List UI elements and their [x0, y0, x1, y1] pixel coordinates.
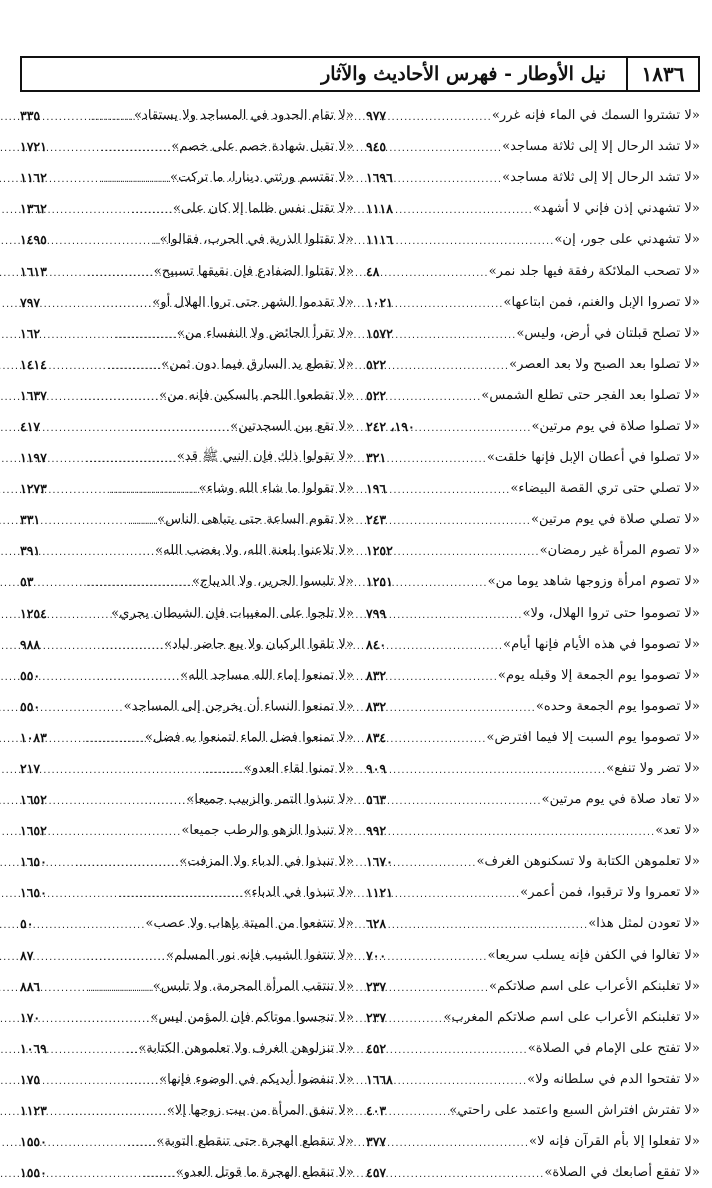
hadith-text: «لا تفتح على الإمام في الصلاة»: [527, 1040, 700, 1056]
index-entry: [20, 566, 354, 597]
hadith-text: «لا تعودن لمثل هذا»: [588, 916, 700, 932]
page-reference: ٣٣١: [20, 512, 41, 528]
hadith-text: «لا تمنعوا النساء أن يخرجن إلى المساجد»: [123, 698, 354, 714]
dot-leader: [388, 699, 536, 714]
hadith-text: «لا تصوم المرأة غير رمضان»: [539, 543, 700, 559]
index-entry: [366, 1064, 700, 1095]
index-entry: [366, 908, 700, 939]
hadith-text: «لا تنتفعوا من الميتة بإهاب ولا عصب»: [145, 916, 354, 932]
dot-leader: [388, 668, 498, 683]
hadith-text: «لا تصلوا صلاة في يوم مرتين»: [531, 418, 700, 434]
dot-leader: [395, 232, 554, 247]
hadith-text: «لا تصوموا يوم السبت إلا فيما افترض»: [486, 729, 700, 745]
hadith-text: «لا تقتل نفس ظلما إلا كان على»: [172, 201, 354, 217]
page-reference: ٣٢١: [366, 450, 387, 466]
dot-leader: [49, 1103, 167, 1118]
index-entry: [366, 100, 700, 131]
index-entry: [366, 473, 700, 504]
page-reference: ٨٨٦: [20, 978, 41, 994]
hadith-text: «لا تصلي صلاة في يوم مرتين»: [530, 512, 700, 528]
dot-leader: [388, 1103, 468, 1118]
page-reference: ١١٩٧: [20, 450, 47, 466]
dot-leader: [42, 295, 152, 310]
dot-leader: [388, 388, 481, 403]
dot-leader: [49, 1041, 138, 1056]
hadith-text: «لا تنبذوا في الدباء»: [243, 885, 354, 901]
page-reference: ١٧٢١: [20, 139, 47, 155]
page-reference: ١١١٨: [366, 201, 393, 217]
page-reference: ٥٣: [20, 574, 34, 590]
dot-leader: [388, 730, 486, 745]
index-entry: [366, 660, 700, 691]
hadith-text: «لا تمنعوا فضل الماء لتمنعوا به فضل»: [144, 729, 354, 745]
page-reference: ٥٠: [20, 916, 34, 932]
index-entry: [20, 598, 354, 629]
hadith-text: «لا تصروا الإبل والغنم، فمن ابتاعها»: [503, 294, 700, 310]
index-entry: [366, 287, 700, 318]
hadith-text: «لا تفترش افتراش السبع واعتمد على راحتي»: [449, 1103, 700, 1119]
index-entry: [366, 380, 700, 411]
dot-leader: [395, 1072, 527, 1087]
index-entry: [366, 846, 700, 877]
dot-leader: [42, 668, 180, 683]
page-header: [20, 56, 700, 92]
hadith-text: «لا تشد الرحال إلا إلى ثلاثة مساجد»: [502, 170, 700, 186]
hadith-text: «لا تقتلوا الضفادع فإن نقيقها تسبيح»: [153, 263, 354, 279]
page-reference: ٣٧٧: [366, 1134, 387, 1150]
index-entry: [20, 504, 354, 535]
index-entry: [366, 255, 700, 286]
index-entry: [366, 1033, 700, 1064]
dot-leader: [49, 201, 173, 216]
index-entry: [20, 473, 354, 504]
index-entry: [366, 442, 700, 473]
dot-leader: [42, 512, 157, 527]
hadith-text: «لا تنقطع الهجرة ما قوتل العدو»: [175, 1165, 354, 1181]
index-entry: [20, 846, 354, 877]
page-reference: ٢٤٣: [366, 512, 387, 528]
index-entry: [20, 1033, 354, 1064]
index-entry: [366, 566, 700, 597]
page-reference: ١٠٨٣: [20, 729, 47, 745]
index-entry: [366, 411, 700, 442]
hadith-text: «لا تلبسوا الحرير، ولا الديباج»: [191, 574, 354, 590]
dot-leader: [42, 419, 230, 434]
page-reference: ١٢٥١: [366, 574, 393, 590]
page-reference: ١٥٧٢: [366, 325, 393, 341]
index-entry: [20, 784, 354, 815]
hadith-text: «لا تنفضوا أيديكم في الوضوء فإنها»: [159, 1071, 354, 1087]
dot-leader: [49, 139, 171, 154]
index-entry: [366, 753, 700, 784]
hadith-text: «لا تعاد صلاة في يوم مرتين»: [541, 792, 700, 808]
hadith-text: «لا تفعلوا إلا بأم القرآن فإنه لا»: [529, 1134, 700, 1150]
index-entry: [20, 1064, 354, 1095]
dot-leader: [49, 885, 244, 900]
page-reference: ١٤٩٥: [20, 232, 47, 248]
dot-leader: [49, 264, 154, 279]
index-entry: [366, 349, 700, 380]
page-reference: ١٢٧٣: [20, 481, 47, 497]
dot-leader: [395, 574, 488, 589]
page-reference: ٤٥٧: [366, 1165, 387, 1181]
page-reference: ٥٢٢: [366, 387, 387, 403]
page-reference: ١٢٥٢: [366, 543, 393, 559]
dot-leader: [388, 357, 509, 372]
index-entry: [20, 1126, 354, 1157]
hadith-text: «لا تنقطع الهجرة حتى تنقطع التوبة»: [156, 1134, 354, 1150]
dot-leader: [388, 108, 492, 123]
page-reference: ١٦٦٨: [366, 1071, 393, 1087]
index-entry: [20, 100, 354, 131]
hadith-text: «لا تنزلوهن الغرف ولا تعلموهن الكتابة»: [138, 1040, 354, 1056]
dot-leader: [49, 388, 159, 403]
dot-leader: [49, 854, 179, 869]
page-reference: ١٦٥٢: [20, 792, 47, 808]
dot-leader: [388, 979, 489, 994]
dot-leader: [49, 357, 161, 372]
page-reference: ١٦٣٧: [20, 387, 47, 403]
dot-leader: [388, 1010, 468, 1025]
page-reference: ١٧٥: [20, 1071, 41, 1087]
dot-leader: [49, 481, 199, 496]
index-entry: [20, 1002, 354, 1033]
hadith-text: «لا تنجسوا موتاكم فإن المؤمن ليس»: [150, 1009, 354, 1025]
page-reference: ٥٥٠: [20, 667, 41, 683]
hadith-text: «لا تصلوا بعد الصبح ولا بعد العصر»: [509, 356, 700, 372]
hadith-text: «لا تقع بين السجدتين»: [230, 418, 354, 434]
hadith-text: «لا تغالوا في الكفن فإنه يسلب سريعا»: [487, 947, 700, 963]
page-reference: ٢٣٧: [366, 978, 387, 994]
page-reference: ٨٣٤: [366, 729, 387, 745]
hadith-text: «لا تضر ولا تنفع»: [606, 761, 700, 777]
index-entry: [366, 162, 700, 193]
hadith-text: «لا تصوم امرأة وزوجها شاهد يوما من»: [487, 574, 700, 590]
index-entry: [20, 287, 354, 318]
index-entry: [20, 877, 354, 908]
index-entry: [20, 1157, 354, 1188]
hadith-text: «لا تشهدني على جور، إن»: [554, 232, 700, 248]
index-entry: [20, 660, 354, 691]
index-entry: [20, 722, 354, 753]
index-entry: [20, 691, 354, 722]
hadith-text: «لا تقتلوا الذرية في الحرب، فقالوا»: [159, 232, 354, 248]
page-reference: ١٩٠، ٢٤٢: [366, 418, 415, 434]
page-number: ١٨٣٦: [626, 58, 698, 90]
hadith-text: «لا تنبذوا الزهو والرطب جميعا»: [181, 823, 354, 839]
dot-leader: [395, 543, 540, 558]
index-entry: [20, 815, 354, 846]
page-reference: ١١٢١: [366, 885, 393, 901]
page-reference: ١٦٥٠: [20, 854, 47, 870]
hadith-text: «لا تنفق المرأة من بيت زوجها إلا»: [166, 1103, 354, 1119]
index-entry: [20, 411, 354, 442]
page-reference: ٤١٧: [20, 418, 41, 434]
hadith-text: «لا تنبذوا التمر والزبيب جميعا»: [186, 792, 354, 808]
left-column: [20, 100, 354, 1188]
page-reference: ١١١٦: [366, 232, 393, 248]
hadith-text: «لا تقطعوا اللحم بالسكين فإنه من»: [159, 387, 354, 403]
right-column: [366, 100, 700, 1188]
hadith-text: «لا تقرأ الحائض ولا النفساء من»: [176, 325, 354, 341]
hadith-text: «لا تشتروا السمك في الماء فإنه غرر»: [491, 108, 700, 124]
index-entry: [366, 193, 700, 224]
dot-leader: [388, 606, 522, 621]
page-reference: ٢١٧: [20, 761, 41, 777]
page-reference: ١١٦٢: [20, 170, 47, 186]
page-reference: ٧٩٧: [20, 294, 41, 310]
index-entry: [366, 1002, 700, 1033]
hadith-text: «لا تعد»: [655, 823, 700, 839]
page-reference: ١٤١٤: [20, 356, 47, 372]
dot-leader: [395, 326, 517, 341]
page-reference: ١٦١٣: [20, 263, 47, 279]
index-entry: [366, 1095, 700, 1126]
index-entry: [20, 940, 354, 971]
hadith-text: «لا تصلوا بعد الفجر حتى تطلع الشمس»: [481, 387, 700, 403]
dot-leader: [388, 139, 502, 154]
dot-leader: [42, 761, 244, 776]
index-entry: [366, 629, 700, 660]
index-entry: [20, 131, 354, 162]
page-reference: ٤٠٣: [366, 1103, 387, 1119]
hadith-text: «لا تصلي حتى تري القصة البيضاء»: [510, 481, 700, 497]
index-entry: [366, 535, 700, 566]
dot-leader: [388, 761, 606, 776]
dot-leader: [49, 1134, 156, 1149]
page-reference: ٥٦٣: [366, 792, 387, 808]
hadith-text: «لا تنبذوا في الدباء ولا المزفت»: [179, 854, 354, 870]
dot-leader: [49, 170, 170, 185]
dot-leader: [395, 170, 502, 185]
hadith-text: «لا تغلبنكم الأعراب على اسم صلاتكم المغرب»: [443, 1009, 700, 1025]
index-entry: [20, 971, 354, 1002]
page-reference: ١٦٩٦: [366, 170, 393, 186]
hadith-text: «لا تصحب الملائكة رفقة فيها جلد نمر»: [488, 263, 700, 279]
page-reference: ١٩٦: [366, 481, 387, 497]
page-reference: ١٦٧٠: [366, 854, 393, 870]
dot-leader: [42, 326, 177, 341]
index-entry: [20, 629, 354, 660]
page-reference: ١٢٥٤: [20, 605, 47, 621]
dot-leader: [388, 450, 487, 465]
dot-leader: [49, 823, 181, 838]
index-entry: [366, 815, 700, 846]
page-reference: ٨٧: [20, 947, 34, 963]
dot-leader: [388, 637, 503, 652]
page-reference: ١٦٥٢: [20, 823, 47, 839]
index-entry: [20, 255, 354, 286]
page-reference: ٧٩٩: [366, 605, 387, 621]
hadith-text: «لا تقولوا ذلك فإن النبي ﷺ قد»: [176, 449, 354, 465]
dot-leader: [395, 854, 477, 869]
hadith-text: «لا تغلبنكم الأعراب على اسم صلاتكم»: [489, 978, 700, 994]
hadith-text: «لا تقبل شهادة خصم على خصم»: [171, 139, 354, 155]
dot-leader: [42, 1010, 150, 1025]
index-entry: [20, 318, 354, 349]
index-entry: [366, 722, 700, 753]
dot-leader: [388, 512, 531, 527]
page-reference: ١١٢٣: [20, 1103, 47, 1119]
dot-leader: [49, 450, 177, 465]
hadith-text: «لا تمنعوا إماء الله مساجد الله»: [180, 667, 354, 683]
page-reference: ٥٢٢: [366, 356, 387, 372]
dot-leader: [49, 606, 122, 621]
dot-leader: [35, 574, 192, 589]
hadith-text: «لا تقطع يد السارق فيما دون ثمن»: [161, 356, 354, 372]
dot-leader: [388, 1165, 544, 1180]
hadith-text: «لا تعلموهن الكتابة ولا تسكنوهن الغرف»: [476, 854, 700, 870]
index-entry: [20, 753, 354, 784]
page-title: نيل الأوطار - فهرس الأحاديث والآثار: [321, 63, 606, 85]
dot-leader: [42, 543, 155, 558]
index-entry: [366, 691, 700, 722]
page-reference: ٦٢٨: [366, 916, 387, 932]
hadith-text: «لا تصلح قبلتان في أرض، وليس»: [516, 325, 700, 341]
index-entry: [20, 1095, 354, 1126]
page-reference: ٢٣٧: [366, 1009, 387, 1025]
dot-leader: [49, 792, 187, 807]
page-reference: ١٥٥٠: [20, 1165, 47, 1181]
page-reference: ٩٨٨: [20, 636, 41, 652]
page-reference: ٤٥٢: [366, 1040, 387, 1056]
index-entry: [366, 784, 700, 815]
index-entry: [366, 971, 700, 1002]
page-reference: ٤٨: [366, 263, 380, 279]
page-reference: ٣٩١: [20, 543, 41, 559]
hadith-text: «لا تصوموا حتى تروا الهلال، ولا»: [522, 605, 700, 621]
index-entry: [366, 940, 700, 971]
page-reference: ٩٩٢: [366, 823, 387, 839]
hadith-text: «لا تلقوا الركبان ولا يبع حاضر لباد»: [163, 636, 354, 652]
index-entry: [366, 318, 700, 349]
hadith-text: «لا تقام الحدود في المساجد ولا يستقاد»: [133, 108, 354, 124]
page-reference: ٨٤٠: [366, 636, 387, 652]
hadith-text: «لا تصوموا في هذه الأيام فإنها أيام»: [503, 636, 700, 652]
dot-leader: [49, 1165, 176, 1180]
page-reference: ١٠٢١: [366, 294, 393, 310]
index-entry: [366, 598, 700, 629]
index-entry: [20, 442, 354, 473]
page-reference: ١٦٢: [20, 325, 41, 341]
page-reference: ٧٠٠: [366, 947, 387, 963]
hadith-text: «لا تصوموا يوم الجمعة وحده»: [535, 698, 700, 714]
index-entry: [366, 877, 700, 908]
dot-leader: [417, 419, 532, 434]
hadith-text: «لا تفتحوا الدم في سلطانه ولا»: [527, 1071, 700, 1087]
index-entry: [20, 162, 354, 193]
hadith-text: «لا تلاعنوا بلعنة الله، ولا بغضب الله»: [155, 543, 354, 559]
page-reference: ١٣٦٢: [20, 201, 47, 217]
dot-leader: [42, 108, 134, 123]
dot-leader: [49, 730, 145, 745]
page-reference: ١٧٠: [20, 1009, 41, 1025]
index-columns: [20, 100, 700, 1181]
dot-leader: [388, 916, 588, 931]
index-entry: [20, 224, 354, 255]
hadith-text: «لا تصوموا يوم الجمعة إلا وقبله يوم»: [497, 667, 700, 683]
dot-leader: [49, 232, 160, 247]
index-entry: [20, 908, 354, 939]
hadith-text: «لا تشد الرحال إلا إلى ثلاثة مساجد»: [502, 139, 700, 155]
hadith-text: «لا تنتقب المرأة المحرمة، ولا تلبس»: [152, 978, 354, 994]
page-reference: ٥٥٠: [20, 698, 41, 714]
dot-leader: [395, 201, 533, 216]
hadith-text: «لا تقولوا ما شاء الله وشاء»: [198, 481, 354, 497]
page-reference: ٨٣٢: [366, 667, 387, 683]
dot-leader: [388, 823, 655, 838]
dot-leader: [42, 979, 153, 994]
index-entry: [366, 224, 700, 255]
page-reference: ٩٠٩: [366, 761, 387, 777]
hadith-text: «لا تشهدني إذن فإني لا أشهد»: [532, 201, 700, 217]
hadith-text: «لا تقتسم ورثتي دينارا، ما تركت»: [170, 170, 354, 186]
dot-leader: [42, 1072, 159, 1087]
dot-leader: [42, 637, 164, 652]
dot-leader: [381, 264, 488, 279]
page-reference: ١٠٦٩: [20, 1040, 47, 1056]
page-reference: ١٥٥٠: [20, 1134, 47, 1150]
page-reference: ٩٧٧: [366, 108, 387, 124]
index-entry: [366, 1157, 700, 1188]
index-entry: [20, 349, 354, 380]
dot-leader: [35, 948, 166, 963]
dot-leader: [395, 885, 520, 900]
dot-leader: [388, 1134, 529, 1149]
hadith-text: «لا تقوم الساعة حتى يتباهى الناس»: [157, 512, 354, 528]
page-reference: ٩٤٥: [366, 139, 387, 155]
page-reference: ١٦٥٠: [20, 885, 47, 901]
hadith-text: «لا تفقع أصابعك في الصلاة»: [544, 1165, 700, 1181]
index-entry: [20, 193, 354, 224]
hadith-text: «لا تعمروا ولا ترقبوا، فمن أعمر»: [520, 885, 700, 901]
index-entry: [20, 380, 354, 411]
page-reference: ٣٣٥: [20, 108, 41, 124]
index-entry: [366, 1126, 700, 1157]
index-entry: [366, 131, 700, 162]
dot-leader: [388, 1041, 528, 1056]
dot-leader: [388, 948, 487, 963]
index-entry: [20, 535, 354, 566]
page-reference: ٨٣٢: [366, 698, 387, 714]
dot-leader: [388, 481, 510, 496]
dot-leader: [42, 699, 123, 714]
dot-leader: [395, 295, 504, 310]
dot-leader: [35, 916, 145, 931]
page: [20, 56, 700, 1181]
hadith-text: «لا تصلوا في أعطان الإبل فإنها خلقت»: [486, 450, 700, 466]
dot-leader: [388, 792, 541, 807]
hadith-text: «لا تنتفوا الشيب فإنه نور المسلم»: [166, 947, 354, 963]
hadith-text: «لا تقدموا الشهر حتى تروا الهلال أو»: [152, 294, 354, 310]
hadith-text: «لا تلجوا على المغيبات فإن الشيطان يجري»: [111, 605, 354, 621]
hadith-text: «لا تمنوا لقاء العدو»: [243, 761, 354, 777]
index-entry: [366, 504, 700, 535]
